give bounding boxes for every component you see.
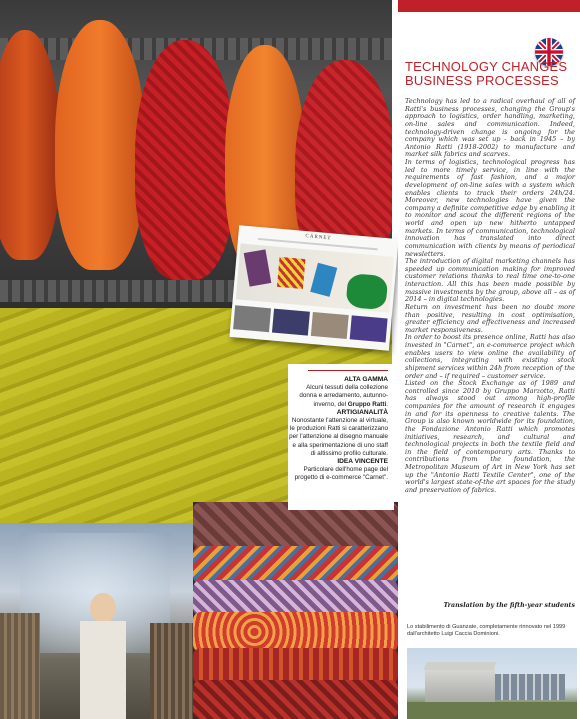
building-photo <box>407 648 577 719</box>
scarf <box>55 20 145 270</box>
top-accent-band <box>398 0 580 12</box>
article-title-line2: BUSINESS PROCESSES <box>405 73 559 88</box>
building-caption: Lo stabilimento di Guanzate, completamente rinnovato nel 1999 dall'architetto Luigi Caccia Dominioni. <box>407 624 566 637</box>
caption-text-alta-gamma: Alcuni tessuti della collezione donna e arredamento, autunno-inverno, del Gruppo Ratti. <box>299 384 388 408</box>
article-title-line1: TECHNOLOGY CHANGES <box>405 59 568 74</box>
website-logo: CARNET <box>305 234 332 242</box>
woman-fabric-photo <box>0 523 193 719</box>
article-paragraph: In terms of logistics, technological progress has led to more timely service, in line with the requirements of fast fashion, and a major development of on-line sales with a system which enables clients to track their orders 24h/24. Moreover, new technologies have given the company a definite competitive edge by enabling it to monitor and scout the different regions of the world and open up new hitherto untapped markets. In terms of communication, technological innovation has translated into direct communication with clients by means of periodical newsletters. <box>405 158 575 258</box>
scarf <box>135 40 235 280</box>
scarf <box>0 30 60 260</box>
article-paragraph: Technology has led to a radical overhaul of all of Ratti's business processes, changing the Group's approach to logistics, order handling, marketing, on-line sales and communication. Indeed, technology-driven change is ongoing for the company which was set up - back in 1945 – by Antonio Ratti (1918-2002) to manufacture and market silk fabrics and scarves. <box>405 97 575 159</box>
fabric-bolts-photo <box>193 502 398 719</box>
caption-heading-idea-vincente: IDEA VINCENTE <box>337 458 388 466</box>
photo-captions <box>288 364 394 510</box>
article-paragraph: Return on investment has been no doubt more than positive, resulting in cost optimisation, greater efficiency and effectiveness and increased market responsiveness. <box>405 302 575 334</box>
article-paragraph: In order to boost its presence online, Ratti has also invested in "Carnet", an e-commerce project which enables users to view online the availability of collections, integrating with existing stock shipment services within 24h from reception of the order and – if required – customer service. <box>405 333 575 380</box>
caption-heading-alta-gamma: ALTA GAMMA <box>344 376 388 383</box>
article-title <box>405 60 575 88</box>
caption-text-idea-vincente: Particolare dell'home page del progetto di e-commerce "Carnet". <box>294 466 388 482</box>
article-paragraph: Listed on the Stock Exchange as of 1989 and controlled since 2010 by Gruppo Marzotto, Ratti has always stood out among high-profile companies for the amount of research it engages in and for its openness to creative talents. The Group is also known worldwide for its foundation, the Fondazione Antonio Ratti which promotes initiatives, research, and cultural and technological projects in both the textile field and in the field of contemporary arts. Thanks to contributions from the foundation, the Metropolitan Museum of Art in New York has set up the "Antonio Ratti Textile Center", one of the world's largest state-of-the art spaces for the study and preservation of fabrics. <box>405 379 575 494</box>
article-body <box>405 98 575 495</box>
carnet-website-screenshot <box>229 225 398 351</box>
article-paragraph: The introduction of digital marketing channels has speeded up communication making for improved customer relations thanks to real time one-to-one interaction. All this has been made possible by massive investments by the group, above all – as of 2014 – in digital technologies. <box>405 257 575 304</box>
caption-heading-artigianalita: ARTIGIANALITÀ <box>336 408 388 416</box>
caption-text-artigianalita: Nonostante l'attenzione al virtuale, le produzioni Ratti si caratterizzano per l'attenzione al disegno manuale e alla sperimentazione di uno staff di altissimo profilo culturale. <box>289 417 388 457</box>
translation-credit: Translation by the fifth-year students <box>443 602 575 609</box>
